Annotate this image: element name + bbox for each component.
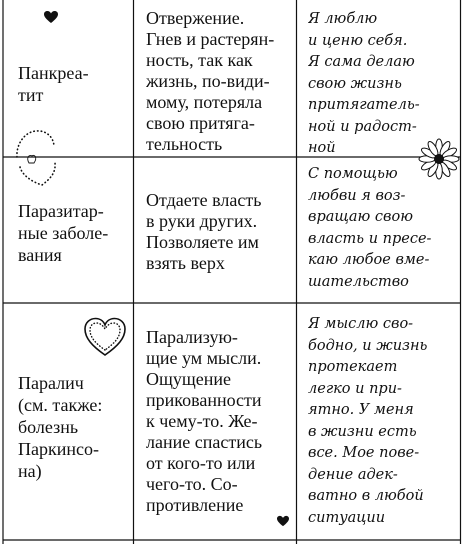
cause-line: ность, так как [146,50,253,70]
term-line: Паркинсо- [18,439,99,459]
affirmation-line: Я сама делаю [308,54,415,70]
row-1-cause [146,8,294,155]
affirmation-line: каю любое вме- [308,252,430,268]
affirmation-line: дение адек- [308,466,398,483]
affirmation-line: шательство [308,273,409,290]
row-3-term [18,372,130,482]
cause-line: мому, потеряла [146,92,263,112]
daisy-flower-icon [417,137,461,181]
affirmation-line: С помощью [308,166,398,182]
cause-line: Отдаете власть [146,190,262,210]
cause-line: Отвержение. [146,8,245,28]
row-2-affirmation [308,164,458,293]
row-2-term [18,200,130,266]
cause-line: щие ум мысли. [146,348,262,368]
heart-icon [276,515,290,527]
affirmation-line: бодно, и жизнь [308,337,428,354]
row-2-cause [146,190,294,274]
cause-line: Гнев и растерян- [146,29,275,49]
affirmation-line: в жизни есть [308,423,417,440]
term-line: на) [18,461,42,481]
affirmation-line: ватно в любой [308,488,424,504]
cause-line: лание спастись [146,432,263,452]
term-line: болезнь [18,417,79,437]
cause-line: тельность [146,134,223,154]
affirmation-line: Я люблю [308,11,378,27]
cause-line: взять верх [146,253,225,273]
term-line: Панкреа- [18,63,89,83]
term-line: Паралич [18,373,84,393]
outlined-heart-icon [82,316,128,358]
cause-line: Позволяете им [146,232,259,252]
cause-line: Ощущение [146,369,231,389]
term-line: вания [18,245,62,265]
term-line: ные заболе- [18,223,109,243]
cause-line: жизнь, по-види- [146,71,270,91]
affirmation-line: ятно. У меня [308,402,414,418]
affirmation-line: власть и пресе- [308,230,432,247]
cause-line: Парализую- [146,327,238,347]
affirmation-line: и ценю себя. [308,32,408,49]
cause-line: прикованности [146,390,262,410]
term-line: (см. также: [18,395,103,415]
affirmation-line: ситуации [308,509,386,526]
affirmation-line: притягатель- [308,97,420,113]
affirmation-line: все. Мое пове- [308,445,420,461]
affirmation-line: любви я воз- [308,187,406,204]
cause-line: от кого-то или [146,453,256,473]
affirmation-line: вращаю свою [308,209,413,225]
row-1-term [18,62,130,106]
term-line: тит [18,85,44,105]
cause-line: противление [146,495,244,515]
cause-line: свою притяга- [146,113,255,133]
cause-line: чего-то. Со- [146,474,238,494]
row-3-affirmation [308,314,458,529]
affirmation-line: протекает [308,359,398,375]
row-3-cause [146,327,294,516]
cause-line: в руки других. [146,211,258,231]
affirmation-line: легко и при- [308,380,402,397]
affirmation-line: свою жизнь [308,75,402,92]
cause-line: к чему-то. Же- [146,411,258,431]
dotted-heart-icon [12,127,58,189]
affirmation-line: Я мыслю сво- [308,316,414,332]
term-line: Паразитар- [18,201,104,221]
affirmation-line: ной [308,140,336,156]
affirmation-line: ной и радост- [308,118,417,135]
heart-icon [43,10,59,24]
